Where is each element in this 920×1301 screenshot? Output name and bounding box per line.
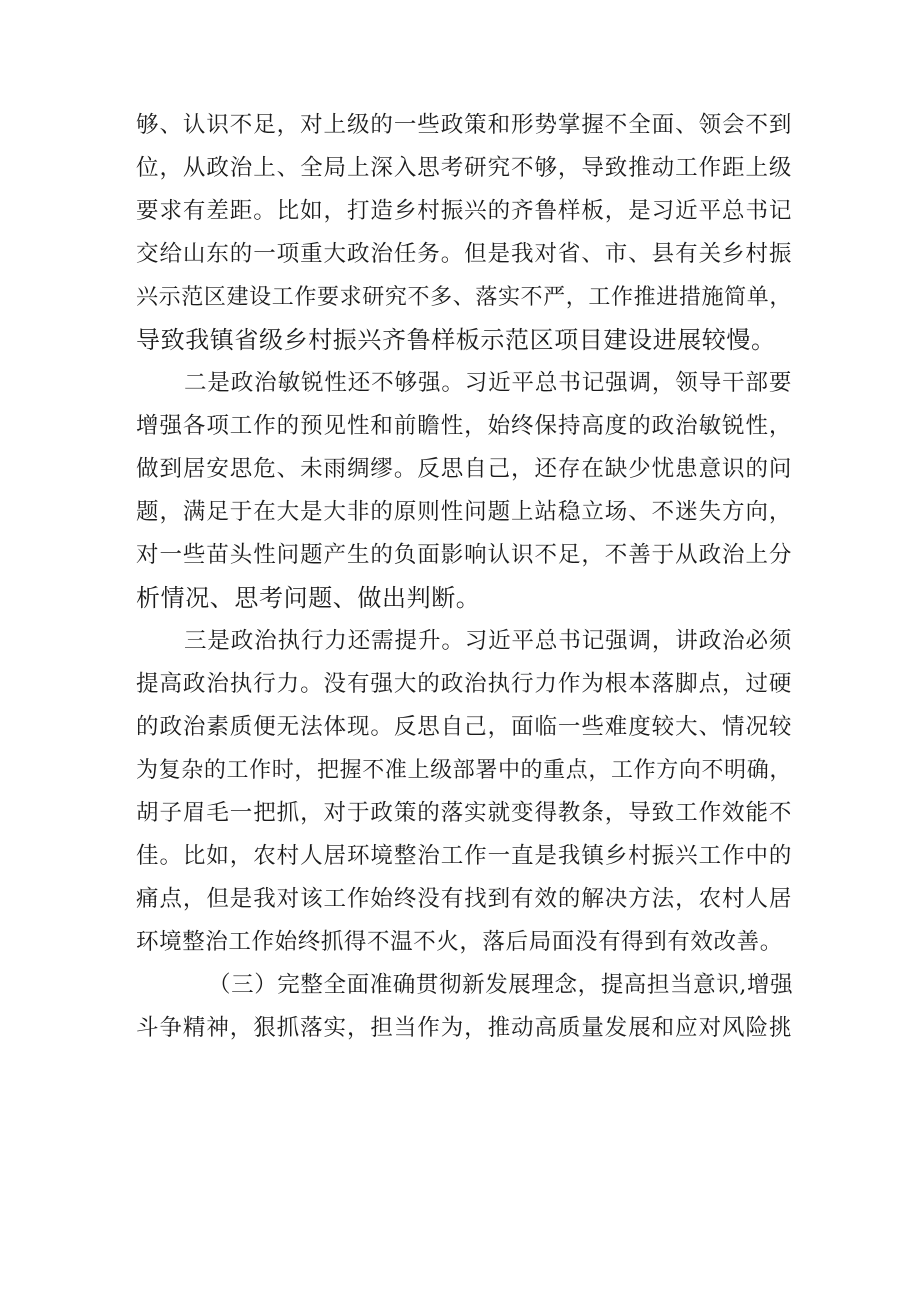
- text-line: 要求有差距。比如，打造乡村振兴的齐鲁样板，是习近平总书记: [136, 198, 792, 224]
- text-line: 胡子眉毛一把抓，对于政策的落实就变得教条，导致工作效能不: [136, 800, 792, 826]
- text-line: 为复杂的工作时，把握不准上级部署中的重点，工作方向不明确，: [136, 758, 792, 783]
- text-line: 对一些苗头性问题产生的负面影响认识不足，不善于从政治上分: [136, 542, 792, 568]
- text-line: （三）完整全面准确贯彻新发展理念，提高担当意识,增强: [208, 972, 794, 998]
- document-body: [136, 104, 792, 1050]
- text-line: 兴示范区建设工作要求研究不多、落实不严，工作推进措施简单，: [136, 285, 792, 310]
- text-line: 位，从政治上、全局上深入思考研究不够，导致推动工作距上级: [136, 155, 792, 181]
- text-line: 环境整治工作始终抓得不温不火，落后局面没有得到有效改善。: [136, 929, 783, 955]
- text-line: 斗争精神，狠抓落实，担当作为，推动高质量发展和应对风险挑: [136, 1015, 792, 1041]
- text-line: 析情况、思考问题、做出判断。: [136, 584, 481, 612]
- text-line: 二是政治敏锐性还不够强。习近平总书记强调，领导干部要: [184, 370, 792, 396]
- paragraph-2: [136, 362, 792, 620]
- text-line: 导致我镇省级乡村振兴齐鲁样板示范区项目建设进展较慢。: [136, 326, 776, 354]
- text-line: 做到居安思危、未雨绸缪。反思自己，还存在缺少忧患意识的问: [136, 456, 792, 482]
- text-line: 三是政治执行力还需提升。习近平总书记强调，讲政治必须: [184, 628, 792, 654]
- text-line: 增强各项工作的预见性和前瞻性，始终保持高度的政治敏锐性，: [136, 413, 792, 439]
- text-line: 痛点，但是我对该工作始终没有找到有效的解决方法，农村人居: [136, 886, 792, 912]
- text-line: 交给山东的一项重大政治任务。但是我对省、市、县有关乡村振: [136, 241, 792, 267]
- paragraph-3: [136, 620, 792, 964]
- text-line: 佳。比如，农村人居环境整治工作一直是我镇乡村振兴工作中的: [136, 843, 792, 869]
- text-line: 的政治素质便无法体现。反思自己，面临一些难度较大、情况较: [136, 714, 792, 740]
- text-line: 提高政治执行力。没有强大的政治执行力作为根本落脚点，过硬: [136, 671, 792, 697]
- text-line: 够、认识不足，对上级的一些政策和形势掌握不全面、领会不到: [136, 112, 792, 138]
- text-line: 题，满足于在大是大非的原则性问题上站稳立场、不迷失方向，: [136, 499, 792, 525]
- paragraph-1: [136, 104, 792, 362]
- paragraph-4-heading: [136, 964, 792, 1050]
